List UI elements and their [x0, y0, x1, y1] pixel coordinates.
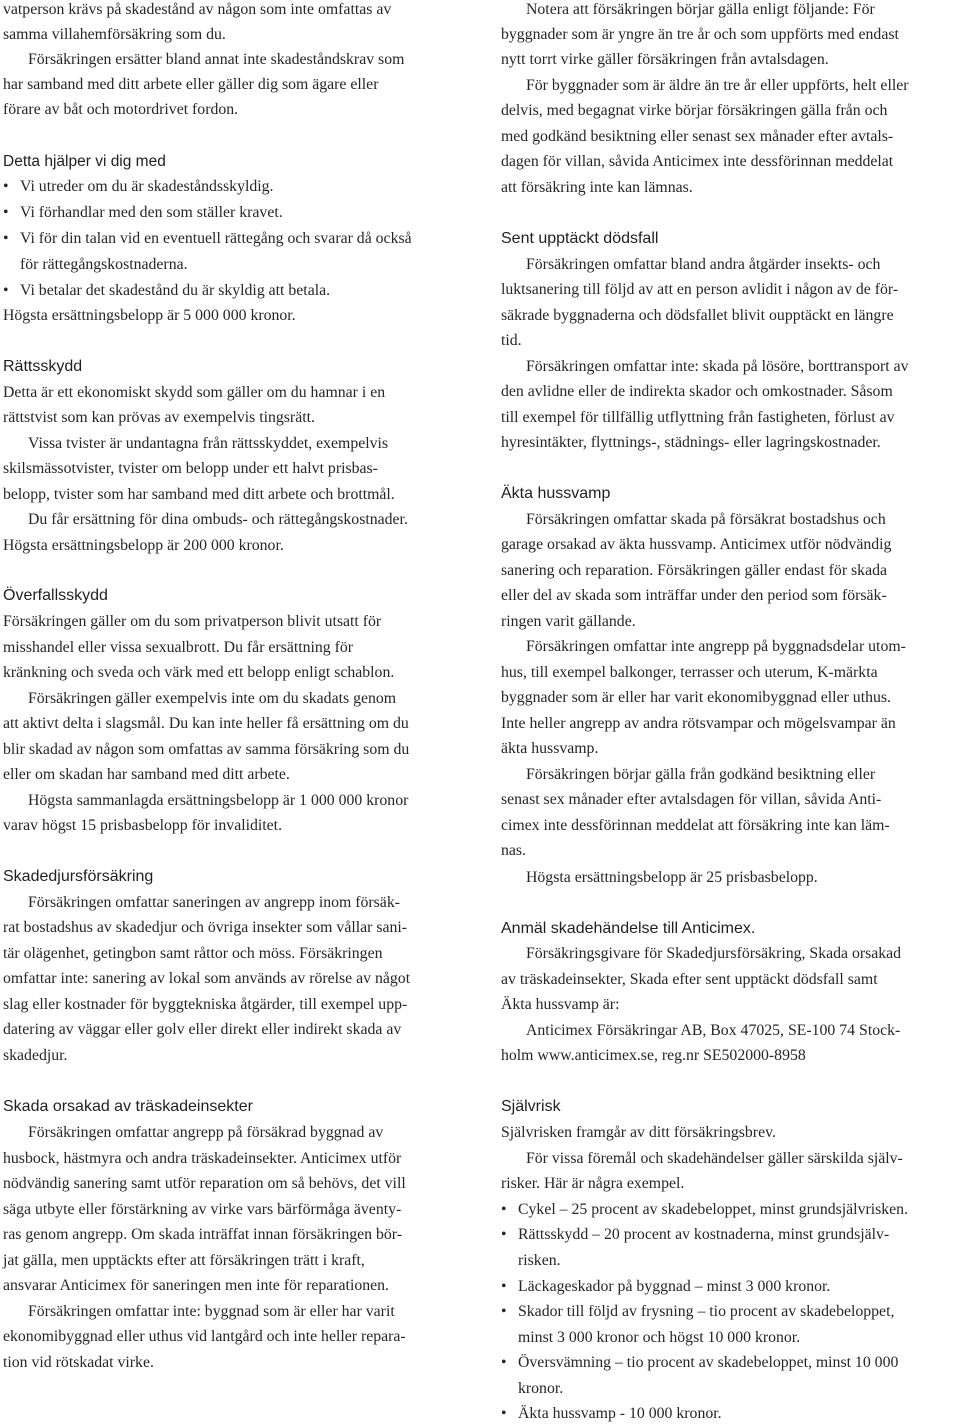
- body-line: Inte heller angrepp av andra rötsvampar och mögelsvampar än: [501, 715, 896, 732]
- body-line: Försäkringen gäller exempelvis inte om du skadats genom: [28, 690, 397, 707]
- max-amount-line: Högsta ersättningsbelopp är 25 prisbasbelopp.: [526, 869, 818, 886]
- body-line: Högsta sammanlagda ersättningsbelopp är 1 000 000 kronor: [28, 792, 409, 809]
- bullet-item-continued: för rättegångskostnaderna.: [20, 256, 188, 273]
- body-line: dagen för villan, såvida Anticimex inte dessförinnan meddelat: [501, 153, 894, 170]
- body-line: sanering och reparation. Försäkringen gäller endast för skada: [501, 562, 888, 579]
- body-line: att aktivt delta i slagsmål. Du kan inte heller få ersättning om du: [3, 715, 409, 732]
- bullet-marker: •: [501, 1226, 507, 1243]
- body-line: Försäkringen omfattar skada på försäkrat bostadshus och: [526, 511, 886, 528]
- body-line: jat gälla, men upptäckts efter att försäkringen trätt i kraft,: [3, 1252, 365, 1269]
- body-line: nytt torrt virke gäller försäkringen från avtalsdagen.: [501, 51, 829, 68]
- body-line: den avlidne eller de indirekta skador och omkostnader. Såsom: [501, 383, 893, 400]
- body-line: Försäkringen omfattar saneringen av angrepp inom försäk-: [28, 894, 400, 911]
- body-line: byggnader som är yngre än tre år och som uppförts med endast: [501, 26, 899, 43]
- body-line: kränkning och sveda och värk med ett belopp enligt schablon.: [3, 664, 395, 681]
- body-line: Du får ersättning för dina ombuds- och rättegångskostnader.: [28, 511, 408, 528]
- body-line: Detta är ett ekonomiskt skydd som gäller om du hamnar i en: [3, 384, 386, 401]
- body-line: Försäkringen omfattar inte angrepp på byggnadsdelar utom-: [526, 638, 906, 655]
- body-line: husbock, hästmyra och andra träskadeinsekter. Anticimex utför: [3, 1150, 402, 1167]
- bullet-marker: •: [501, 1201, 507, 1218]
- body-line: Försäkringsgivare för Skadedjursförsäkring, Skada orsakad: [526, 945, 902, 962]
- body-line: Försäkringen börjar gälla från godkänd besiktning eller: [526, 766, 876, 783]
- body-line: senast sex månader efter avtalsdagen för villan, såvida Anti-: [501, 791, 882, 808]
- body-line: Högsta ersättningsbelopp är 200 000 kronor.: [3, 537, 284, 554]
- bullet-marker: •: [3, 204, 9, 221]
- section-heading-overfallsskydd: Överfallsskydd: [3, 587, 108, 604]
- bullet-item: Vi betalar det skadestånd du är skyldig att betala.: [20, 282, 331, 299]
- body-line: säkrade byggnaderna och dödsfallet blivit oupptäckt en längre: [501, 307, 894, 324]
- body-line: varav högst 15 prisbasbelopp för invaliditet.: [3, 817, 283, 834]
- body-line: byggnader som är eller har varit ekonomibyggnad eller uthus.: [501, 689, 891, 706]
- bullet-item-continued: kronor.: [518, 1380, 564, 1397]
- bullet-marker: •: [501, 1354, 507, 1371]
- section-heading-dodsfall: Sent upptäckt dödsfall: [501, 230, 659, 247]
- address-line: holm www.anticimex.se, reg.nr SE502000-8958: [501, 1047, 806, 1064]
- body-line: blir skadad av någon som omfattas av samma försäkring som du: [3, 741, 410, 758]
- body-line: rättstvist som kan prövas av exempelvis tingsrätt.: [3, 409, 315, 426]
- bullet-marker: •: [3, 230, 9, 247]
- bullet-item: Skador till följd av frysning – tio procent av skadebeloppet,: [518, 1303, 895, 1320]
- bullet-item-continued: risken.: [518, 1252, 561, 1269]
- bullet-item-continued: minst 3 000 kronor och högst 10 000 kronor.: [518, 1329, 801, 1346]
- body-line: omfattar inte: sanering av lokal som används av rörelse av något: [3, 970, 411, 987]
- bullet-item: Cykel – 25 procent av skadebeloppet, minst grundsjälvrisken.: [518, 1201, 909, 1218]
- bullet-item: Vi för din talan vid en eventuell rättegång och svarar då också: [20, 230, 412, 247]
- bullet-item: Läckageskador på byggnad – minst 3 000 kronor.: [518, 1278, 831, 1295]
- body-line: vatperson krävs på skadestånd av någon som inte omfattas av: [3, 1, 392, 18]
- body-line: av träskadeinsekter, Skada efter sent upptäckt dödsfall samt: [501, 971, 878, 988]
- bullet-item: Rättsskydd – 20 procent av kostnaderna, minst grundsjälv-: [518, 1226, 890, 1243]
- body-line: Försäkringen gäller om du som privatperson blivit utsatt för: [3, 613, 382, 630]
- body-line: äkta hussvamp.: [501, 740, 599, 757]
- body-line: Notera att försäkringen börjar gälla enligt följande: För: [526, 1, 875, 18]
- section-heading-rattsskydd: Rättsskydd: [3, 358, 83, 375]
- body-line: med godkänd besiktning eller senast sex månader efter avtals-: [501, 128, 894, 145]
- section-heading-sjalvrisk: Självrisk: [501, 1098, 561, 1115]
- bullet-item: Vi utreder om du är skadeståndsskyldig.: [20, 178, 274, 195]
- body-line: risker. Här är några exempel.: [501, 1175, 685, 1192]
- body-line: till exempel för tillfällig utflyttning från fastigheten, förlust av: [501, 409, 895, 426]
- body-line: ansvarar Anticimex för saneringen men inte för reparationen.: [3, 1277, 389, 1294]
- section-heading-traskadeinsekter: Skada orsakad av träskadeinsekter: [3, 1098, 253, 1115]
- body-line: slag eller kostnader för byggtekniska åtgärder, till exempel upp-: [3, 996, 408, 1013]
- body-line: För vissa föremål och skadehändelser gäller särskilda själv-: [526, 1150, 903, 1167]
- bullet-item: Äkta hussvamp - 10 000 kronor.: [518, 1405, 722, 1422]
- body-line: cimex inte dessförinnan meddelat att försäkring inte kan läm-: [501, 817, 890, 834]
- body-line: För byggnader som är äldre än tre år eller uppförts, helt eller: [526, 77, 909, 94]
- section-heading-helps: Detta hjälper vi dig med: [3, 153, 166, 170]
- bullet-marker: •: [3, 282, 9, 299]
- body-line: samma villahemförsäkring som du.: [3, 26, 226, 43]
- bullet-marker: •: [501, 1278, 507, 1295]
- body-line: eller om skadan har samband med ditt arbete.: [3, 766, 290, 783]
- max-amount-line: Högsta ersättningsbelopp är 5 000 000 kronor.: [3, 307, 296, 324]
- body-line: tär olägenhet, getingbon samt råttor och möss. Försäkringen: [3, 945, 383, 962]
- section-heading-skadedjur: Skadedjursförsäkring: [3, 868, 154, 885]
- body-line: ekonomibyggnad eller uthus vid lantgård och inte heller repara-: [3, 1328, 406, 1345]
- body-line: nödvändig sanering samt utför reparation om så behövs, det vill: [3, 1175, 406, 1192]
- body-line: datering av väggar eller golv eller direkt eller indirekt skada av: [3, 1021, 402, 1038]
- body-line: har samband med ditt arbete eller gäller dig som ägare eller: [3, 76, 379, 93]
- bullet-marker: •: [501, 1303, 507, 1320]
- section-heading-hussvamp: Äkta hussvamp: [501, 485, 611, 502]
- body-line: delvis, med begagnat virke börjar försäkringen gälla från och: [501, 102, 888, 119]
- body-line: skadedjur.: [3, 1047, 68, 1064]
- body-line: Vissa tvister är undantagna från rättsskyddet, exempelvis: [28, 435, 389, 452]
- body-line: belopp, tvister som har samband med ditt arbete och brottmål.: [3, 486, 395, 503]
- section-heading-anmal: Anmäl skadehändelse till Anticimex.: [501, 920, 756, 937]
- body-line: Äkta hussvamp är:: [501, 996, 620, 1013]
- body-line: förare av båt och motordrivet fordon.: [3, 101, 239, 118]
- body-line: hus, till exempel balkonger, terrasser och uterum, K-märkta: [501, 664, 878, 681]
- body-line: hyresintäkter, flyttnings-, städnings- eller lagringskostnader.: [501, 434, 881, 451]
- body-line: rat bostadshus av skadedjur och övriga insekter som vållar sani-: [3, 919, 408, 936]
- body-line: misshandel eller vissa sexualbrott. Du får ersättning för: [3, 639, 354, 656]
- body-line: tion vid rötskadat virke.: [3, 1354, 154, 1371]
- bullet-marker: •: [501, 1405, 507, 1422]
- body-line: nas.: [501, 842, 527, 859]
- body-line: Självrisken framgår av ditt försäkringsbrev.: [501, 1124, 776, 1141]
- body-line: luktsanering till följd av att en person avlidit i någon av de för-: [501, 281, 899, 298]
- body-line: tid.: [501, 332, 522, 349]
- body-line: Försäkringen ersätter bland annat inte skadeståndskrav som: [28, 51, 405, 68]
- body-line: ringen varit gällande.: [501, 613, 636, 630]
- bullet-marker: •: [3, 178, 9, 195]
- body-line: säga utbyte eller förstärkning av virke vars bärförmåga äventy-: [3, 1201, 402, 1218]
- body-line: Försäkringen omfattar angrepp på försäkrad byggnad av: [28, 1124, 384, 1141]
- body-line: Försäkringen omfattar inte: skada på lösöre, borttransport av: [526, 358, 909, 375]
- body-line: skilsmässotvister, tvister om belopp under ett halvt prisbas-: [3, 460, 378, 477]
- body-line: Försäkringen omfattar bland andra åtgärder insekts- och: [526, 256, 881, 273]
- body-line: garage orsakad av äkta hussvamp. Anticimex utför nödvändig: [501, 536, 892, 553]
- body-line: Försäkringen omfattar inte: byggnad som är eller har varit: [28, 1303, 395, 1320]
- body-line: att försäkring inte kan lämnas.: [501, 179, 693, 196]
- bullet-item: Vi förhandlar med den som ställer kravet.: [20, 204, 283, 221]
- address-line: Anticimex Försäkringar AB, Box 47025, SE-100 74 Stock-: [526, 1022, 901, 1039]
- body-line: eller del av skada som inträffar under den period som försäk-: [501, 587, 887, 604]
- bullet-item: Översvämning – tio procent av skadebeloppet, minst 10 000: [518, 1354, 899, 1371]
- body-line: ras genom angrepp. Om skada inträffat innan försäkringen bör-: [3, 1226, 403, 1243]
